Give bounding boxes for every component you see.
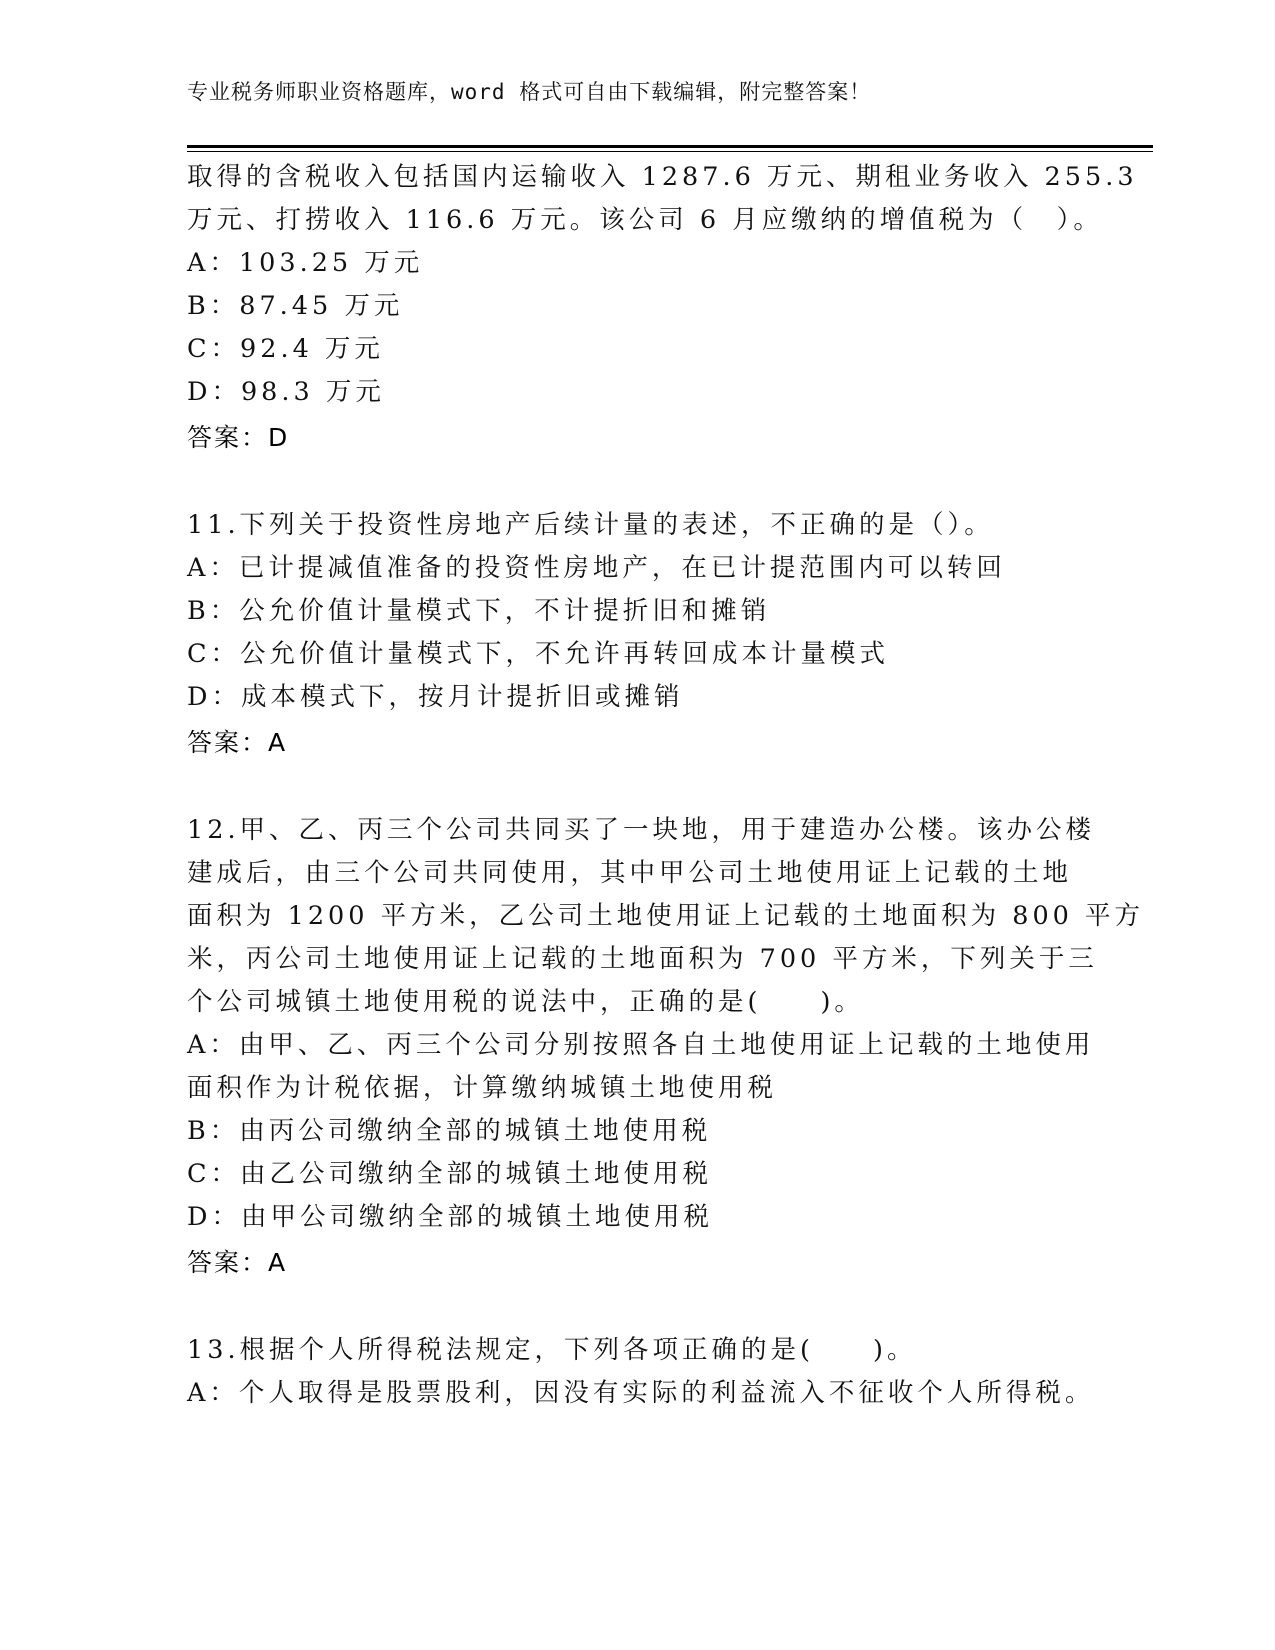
question-11-stem: 11.下列关于投资性房地产后续计量的表述，不正确的是（）。 [187,510,994,540]
page-header: 专业税务师职业资格题库，word 格式可自由下载编辑，附完整答案！ [187,80,872,104]
header-rule-thin [187,151,1153,152]
question-11-answer: 答案：A [187,728,288,757]
question-12-option-b: B：由丙公司缴纳全部的城镇土地使用税 [187,1116,712,1146]
question-10-answer: 答案：D [187,423,290,452]
question-10-option-c: C：92.4 万元 [187,334,384,364]
question-12-option-a-line-2: 面积作为计税依据，计算缴纳城镇土地使用税 [187,1073,778,1103]
question-12-stem-line-4: 米，丙公司土地使用证上记载的土地面积为 700 平方米，下列关于三 [187,944,1098,974]
question-11-option-c: C：公允价值计量模式下，不允许再转回成本计量模式 [187,639,890,669]
question-12-option-c: C：由乙公司缴纳全部的城镇土地使用税 [187,1159,713,1189]
question-12-answer: 答案：A [187,1248,288,1277]
question-10-stem-line-1: 取得的含税收入包括国内运输收入 1287.6 万元、期租业务收入 255.3 [187,162,1138,192]
question-10-stem-line-2: 万元、打捞收入 116.6 万元。该公司 6 月应缴纳的增值税为（ ）。 [187,205,1103,235]
question-12-option-d: D：由甲公司缴纳全部的城镇土地使用税 [187,1202,713,1232]
question-12-stem-line-3: 面积为 1200 平方米，乙公司土地使用证上记载的土地面积为 800 平方 [187,901,1144,931]
question-10-option-a: A：103.25 万元 [187,248,424,278]
header-rule-thick [187,145,1153,148]
question-12-option-a-line-1: A：由甲、乙、丙三个公司分别按照各自土地使用证上记载的土地使用 [187,1030,1095,1060]
question-12-stem-line-2: 建成后，由三个公司共同使用，其中甲公司土地使用证上记载的土地 [187,858,1073,888]
question-10-option-b: B：87.45 万元 [187,291,404,321]
question-11-option-b: B：公允价值计量模式下，不计提折旧和摊销 [187,596,771,626]
question-10-option-d: D：98.3 万元 [187,377,385,407]
question-13-option-a: A：个人取得是股票股利，因没有实际的利益流入不征收个人所得税。 [187,1378,1095,1408]
question-12-stem-line-1: 12.甲、乙、丙三个公司共同买了一块地，用于建造办公楼。该办公楼 [187,815,1096,845]
question-13-stem: 13.根据个人所得税法规定，下列各项正确的是( )。 [187,1335,917,1365]
question-11-option-d: D：成本模式下，按月计提折旧或摊销 [187,682,684,712]
question-11-option-a: A：已计提减值准备的投资性房地产，在已计提范围内可以转回 [187,553,1006,583]
question-12-stem-line-5: 个公司城镇土地使用税的说法中，正确的是( )。 [187,987,864,1017]
